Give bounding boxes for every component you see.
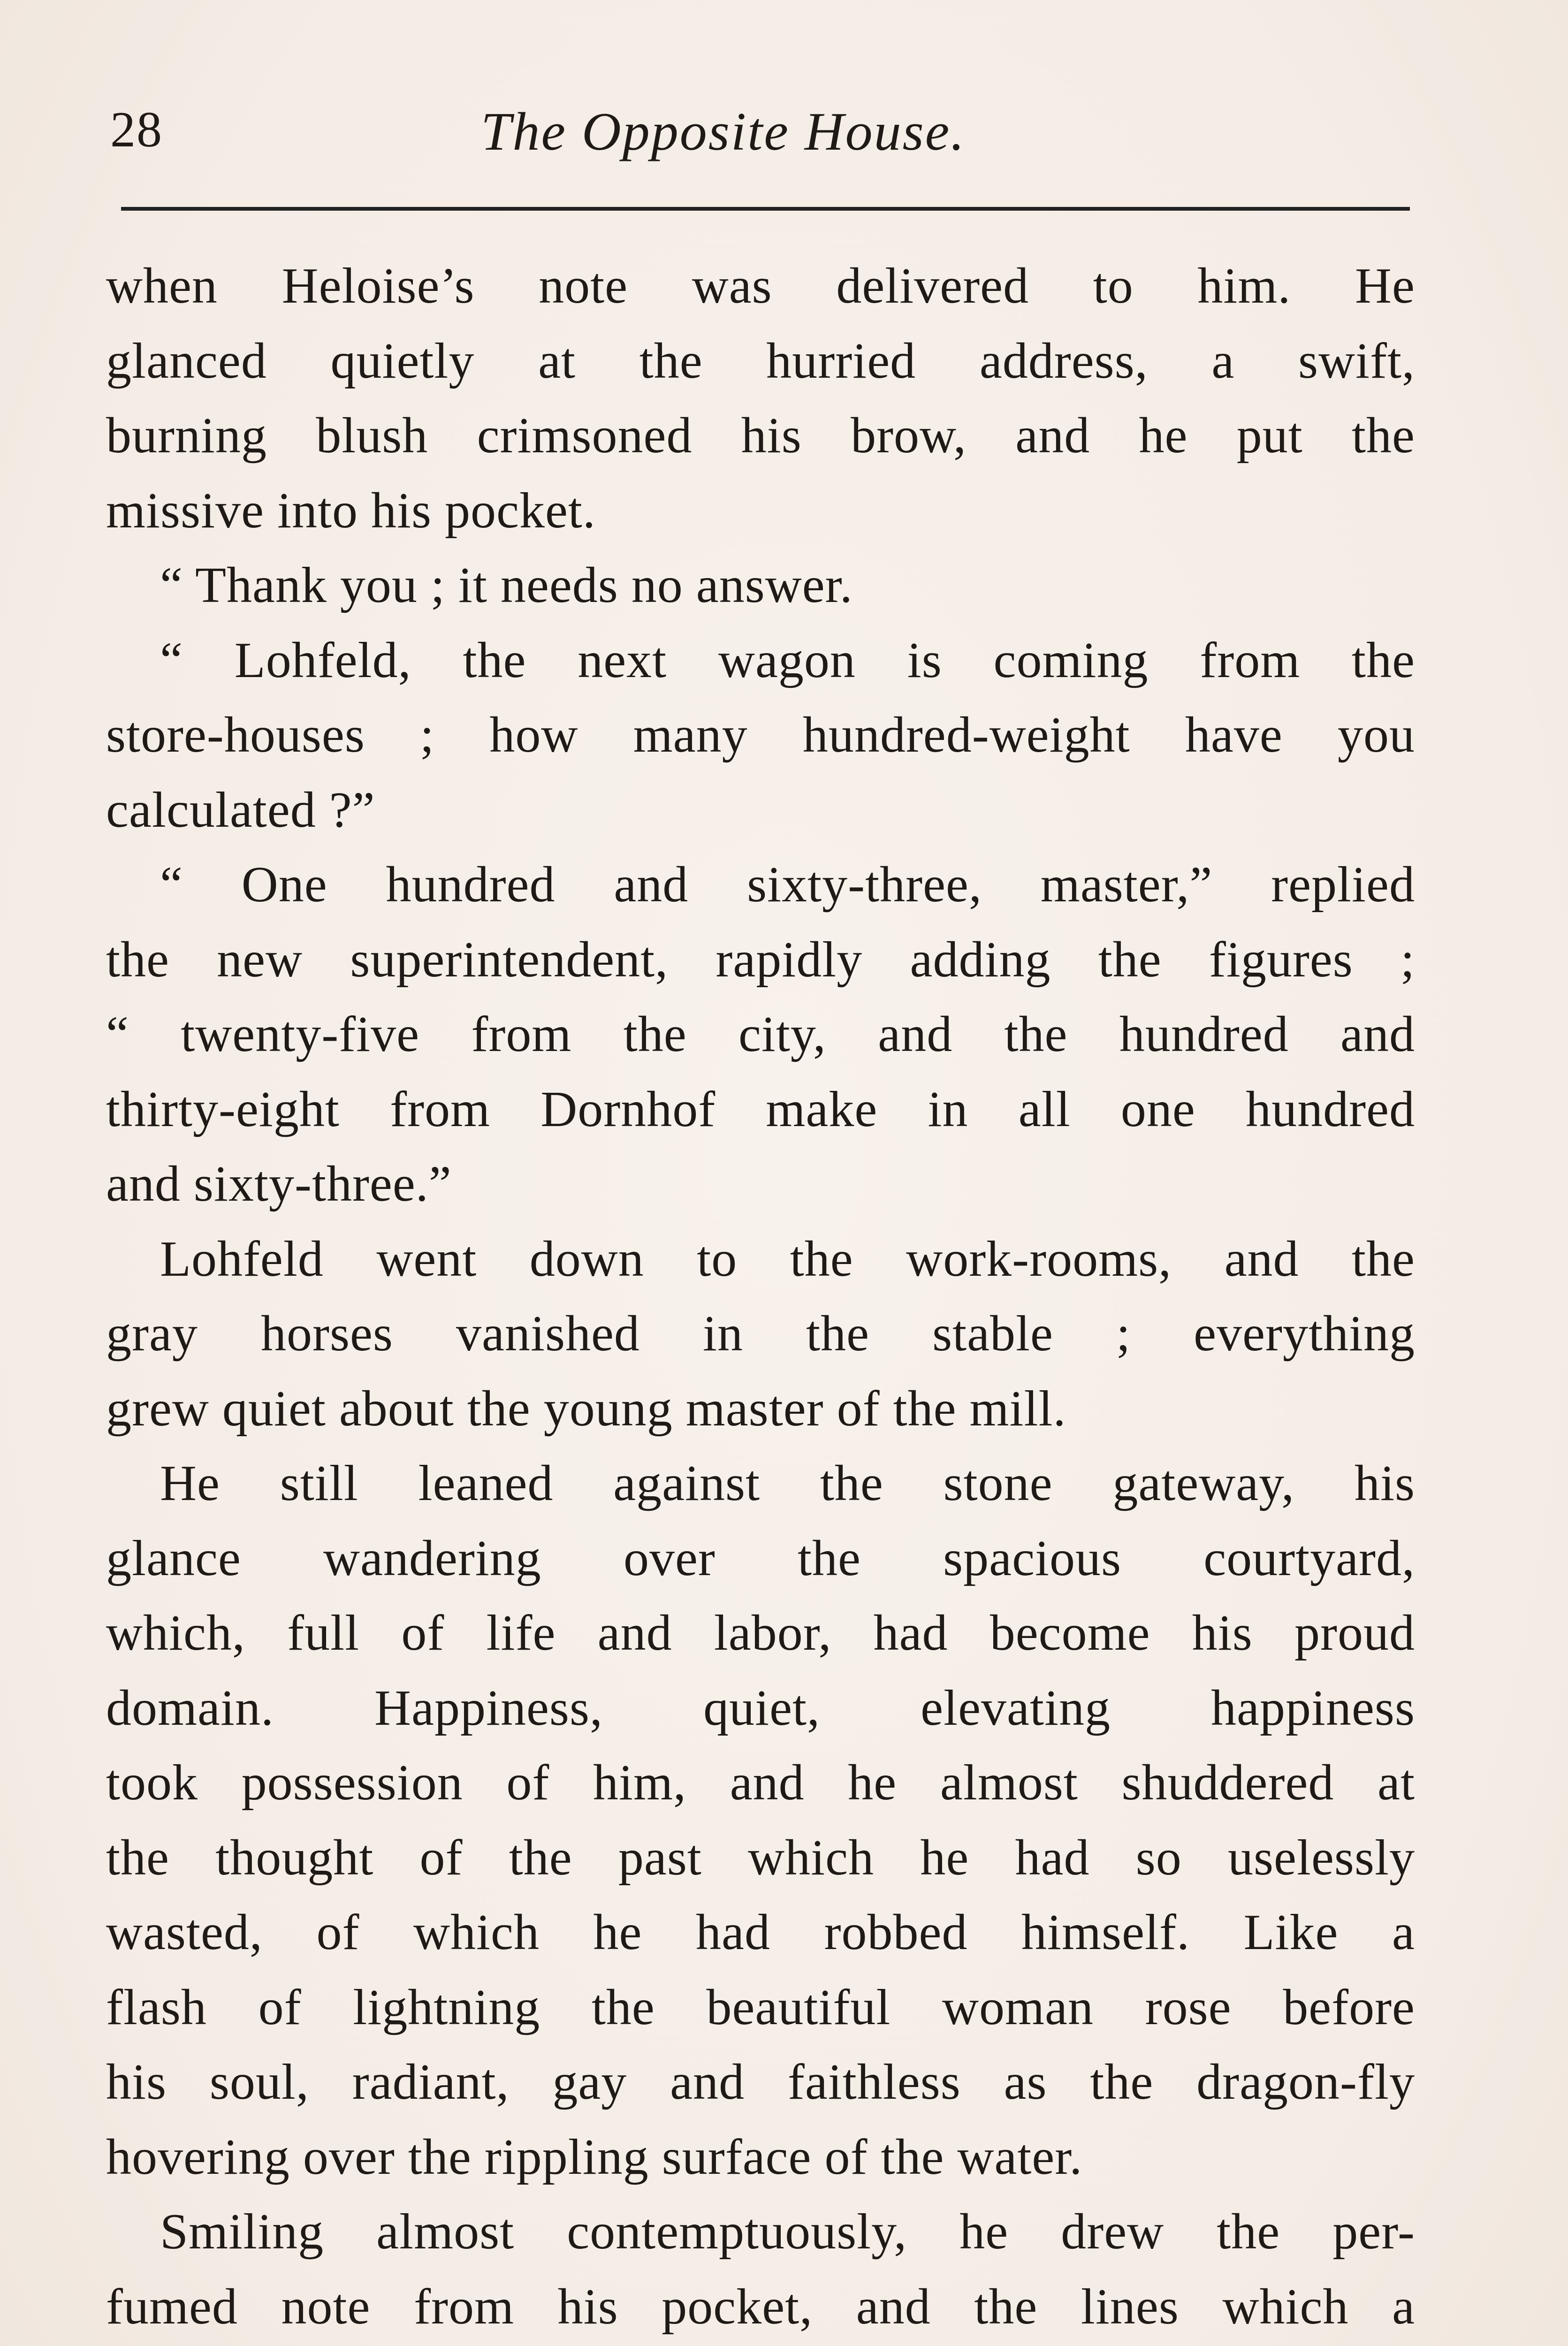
text-line: when Heloise’s note was delivered to him. He: [106, 258, 1415, 314]
text-line: store-houses ; how many hundred-weight have you: [106, 707, 1415, 763]
text-line: “ twenty-five from the city, and the hundred and: [106, 1006, 1415, 1062]
body-text: [106, 249, 1415, 2344]
text-line: domain. Happiness, quiet, elevating happiness: [106, 1680, 1415, 1736]
text-line: Lohfeld went down to the work-rooms, and the: [160, 1231, 1415, 1287]
text-line: missive into his pocket.: [106, 482, 596, 539]
page-header: [110, 91, 1417, 171]
text-line: “ Lohfeld, the next wagon is coming from the: [160, 632, 1415, 688]
text-line: grew quiet about the young master of the mill.: [106, 1380, 1066, 1437]
text-line: hovering over the rippling surface of the water.: [106, 2129, 1083, 2185]
text-line: Smiling almost contemptuously, he drew the per-: [160, 2204, 1415, 2260]
header-rule: [121, 207, 1410, 211]
text-line: thirty-eight from Dornhof make in all one hundred: [106, 1081, 1415, 1137]
page-number: 28: [110, 102, 163, 158]
text-line: “ Thank you ; it needs no answer.: [160, 557, 853, 613]
text-line: gray horses vanished in the stable ; everything: [106, 1306, 1415, 1362]
text-line: his soul, radiant, gay and faithless as the dragon-fly: [106, 2054, 1415, 2110]
text-line: flash of lightning the beautiful woman rose before: [106, 1979, 1415, 2035]
text-line: wasted, of which he had robbed himself. Like a: [106, 1904, 1415, 1960]
text-line: calculated ?”: [106, 782, 375, 838]
text-line: glanced quietly at the hurried address, a swift,: [106, 333, 1415, 389]
text-line: the new superintendent, rapidly adding the figures ;: [106, 931, 1415, 988]
text-line: glance wandering over the spacious courtyard,: [106, 1530, 1415, 1586]
text-line: burning blush crimsoned his brow, and he put the: [106, 408, 1415, 464]
running-title: The Opposite House.: [481, 102, 966, 162]
text-line: which, full of life and labor, had become his proud: [106, 1605, 1415, 1661]
text-line: and sixty-three.”: [106, 1156, 452, 1212]
text-line: the thought of the past which he had so uselessly: [106, 1829, 1415, 1886]
text-line: took possession of him, and he almost shuddered at: [106, 1755, 1415, 1811]
text-line: “ One hundred and sixty-three, master,” replied: [160, 857, 1415, 913]
text-line: fumed note from his pocket, and the lines which a: [106, 2278, 1415, 2335]
text-line: He still leaned against the stone gateway, his: [160, 1455, 1415, 1511]
